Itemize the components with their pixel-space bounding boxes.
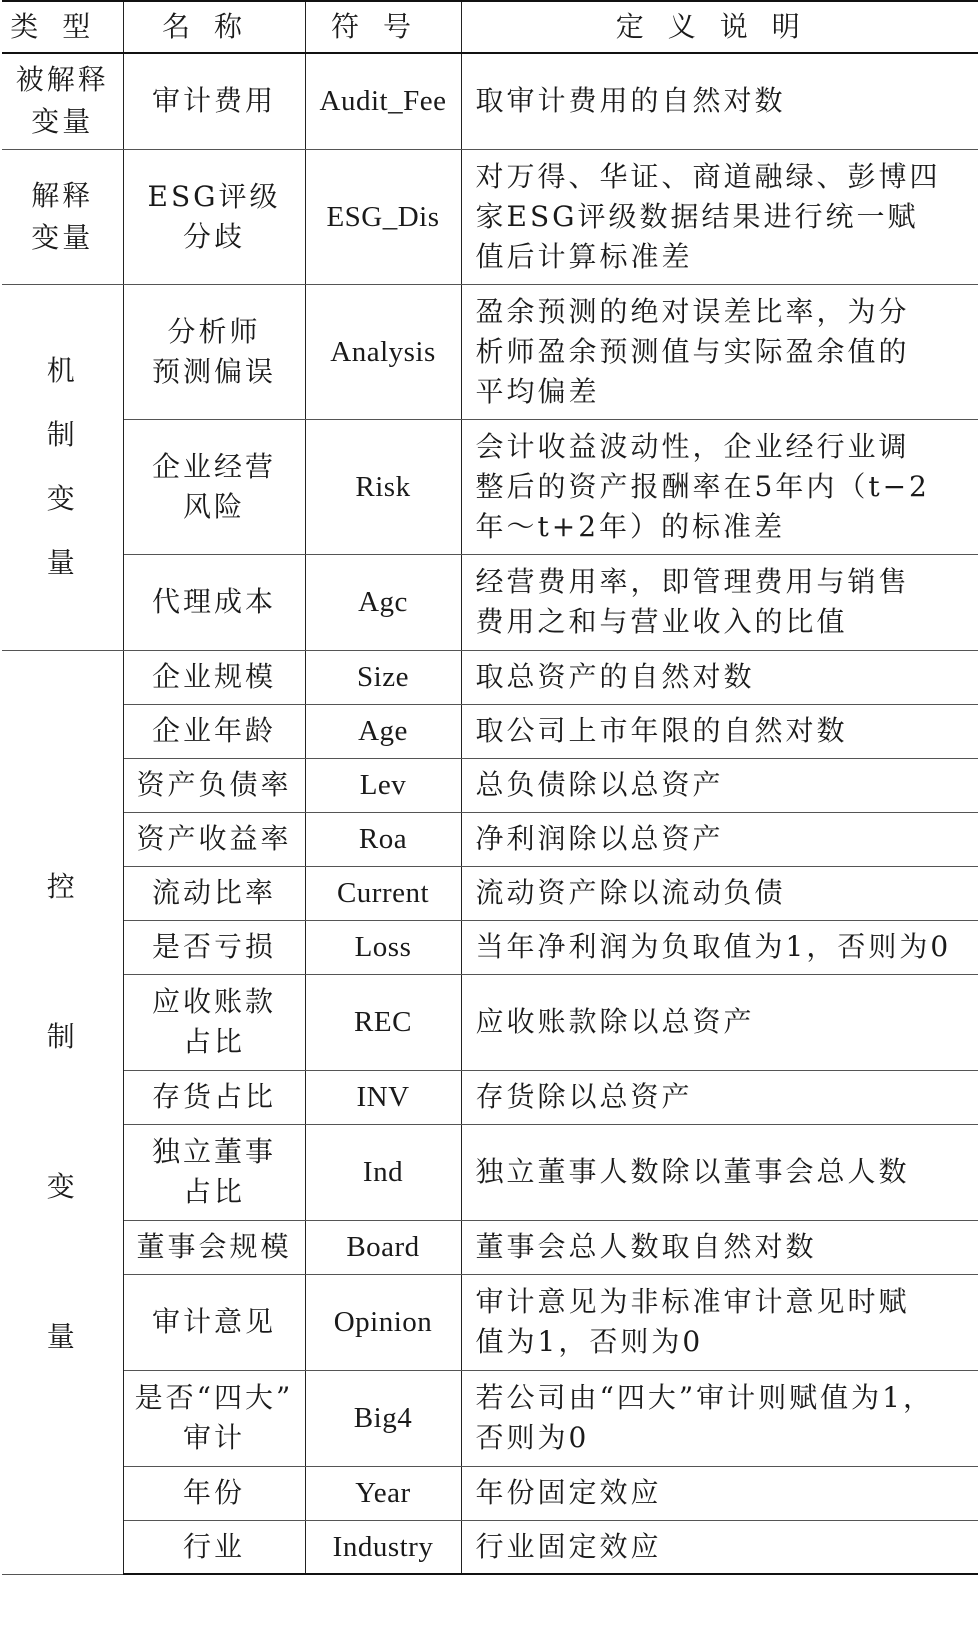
header-definition: 定义说明: [461, 1, 978, 53]
var-symbol: Board: [305, 1220, 461, 1274]
var-symbol: Industry: [305, 1520, 461, 1574]
var-definition: [461, 1070, 978, 1124]
group-control-char: 变: [46, 1170, 78, 1203]
var-definition: [461, 1124, 978, 1220]
table-row: [2, 1274, 978, 1370]
table-row: [2, 149, 978, 284]
var-name-line: 董事会规模: [136, 1230, 292, 1263]
var-name: [123, 812, 305, 866]
var-definition-line: 当年净利润为负取值为1，否则为0: [475, 930, 952, 963]
var-symbol: INV: [305, 1070, 461, 1124]
var-symbol: Loss: [305, 920, 461, 974]
var-symbol: Ind: [305, 1124, 461, 1220]
table-row: [2, 920, 978, 974]
var-definition-line: 年份固定效应: [475, 1476, 662, 1509]
var-definition: [461, 554, 978, 650]
group-dependent-line: 被解释: [15, 63, 109, 97]
table-row: [2, 650, 978, 704]
var-definition-line: 存货除以总资产: [475, 1080, 693, 1113]
var-definition-line: 经营费用率，即管理费用与销售: [475, 565, 910, 598]
var-definition: [461, 650, 978, 704]
var-definition: [461, 758, 978, 812]
var-name-line: 分歧: [182, 219, 245, 253]
var-name: [123, 920, 305, 974]
var-name-line: ESG评级: [147, 179, 281, 213]
group-dependent: [2, 53, 123, 149]
var-name: [123, 149, 305, 284]
group-control-char: 制: [46, 1020, 78, 1053]
var-name: [123, 1520, 305, 1574]
var-definition-line: 独立董事人数除以董事会总人数: [475, 1155, 910, 1188]
var-name-line: 企业年龄: [151, 714, 276, 747]
var-definition: [461, 284, 978, 419]
var-definition-line: 析师盈余预测值与实际盈余值的: [475, 334, 910, 368]
var-definition-line: 费用之和与营业收入的比值: [475, 605, 848, 638]
header-name: 名称: [123, 1, 305, 53]
var-definition-line: 值后计算标准差: [475, 239, 693, 273]
var-name-line: 应收账款: [151, 985, 276, 1018]
var-definition-line: 整后的资产报酬率在5年内（t−2: [475, 469, 930, 503]
var-definition-line: 对万得、华证、商道融绿、彭博四: [475, 159, 941, 193]
var-name: [123, 1070, 305, 1124]
var-definition-line: 平均偏差: [475, 374, 600, 408]
var-symbol: Age: [305, 704, 461, 758]
table-row: [2, 704, 978, 758]
var-name-line: 是否亏损: [151, 930, 276, 963]
group-explanatory: [2, 149, 123, 284]
var-name-line: 审计意见: [151, 1305, 276, 1338]
var-definition-line: 审计意见为非标准审计意见时赋: [475, 1285, 910, 1318]
var-definition-line: 总负债除以总资产: [475, 768, 724, 801]
variable-definition-table: [2, 0, 978, 1575]
header-symbol: 符号: [305, 1, 461, 53]
var-definition: [461, 1370, 978, 1466]
var-definition: [461, 974, 978, 1070]
var-name: [123, 866, 305, 920]
var-name: [123, 704, 305, 758]
var-name-line: 企业规模: [151, 660, 276, 693]
var-definition-line: 流动资产除以流动负债: [475, 876, 786, 909]
var-symbol: Audit_Fee: [305, 53, 461, 149]
var-name: [123, 650, 305, 704]
var-name: [123, 284, 305, 419]
var-definition: [461, 704, 978, 758]
var-name: [123, 554, 305, 650]
header-type: 类型: [2, 1, 123, 53]
var-name: [123, 419, 305, 554]
var-definition-line: 家ESG评级数据结果进行统一赋: [475, 199, 919, 233]
var-definition: [461, 1520, 978, 1574]
table-row: [2, 1466, 978, 1520]
var-definition-line: 应收账款除以总资产: [475, 1005, 755, 1038]
var-definition: [461, 866, 978, 920]
var-definition: [461, 812, 978, 866]
table-row: [2, 1520, 978, 1574]
var-definition: [461, 53, 978, 149]
group-explanatory-line: 变量: [31, 220, 94, 254]
var-symbol: Current: [305, 866, 461, 920]
group-control-char: 量: [46, 1320, 78, 1353]
group-mechanism-char: 机: [46, 354, 78, 387]
table-row: [2, 1370, 978, 1466]
var-name-line: 独立董事: [151, 1135, 276, 1168]
var-definition-line: 董事会总人数取自然对数: [475, 1230, 817, 1263]
var-definition-line: 值为1，否则为0: [475, 1325, 704, 1358]
var-definition-line: 若公司由“四大”审计则赋值为1，: [475, 1381, 934, 1414]
table-row: [2, 554, 978, 650]
header-row: [2, 1, 978, 53]
var-definition-line: 取总资产的自然对数: [475, 660, 755, 693]
var-name: [123, 974, 305, 1070]
var-name-line: 预测偏误: [151, 354, 276, 388]
group-control-char: 控: [46, 870, 78, 903]
var-symbol: ESG_Dis: [305, 149, 461, 284]
var-definition: [461, 1274, 978, 1370]
group-mechanism-char: 变: [46, 482, 78, 515]
var-definition: [461, 419, 978, 554]
var-name: [123, 1370, 305, 1466]
var-symbol: Big4: [305, 1370, 461, 1466]
var-definition: [461, 149, 978, 284]
table-row: [2, 419, 978, 554]
var-name-line: 年份: [182, 1476, 245, 1509]
var-name-line: 存货占比: [151, 1080, 276, 1113]
var-name-line: 审计费用: [151, 84, 276, 118]
var-name-line: 占比: [182, 1025, 245, 1058]
var-name-line: 分析师: [167, 314, 261, 348]
group-mechanism-char: 制: [46, 418, 78, 451]
var-name: [123, 1274, 305, 1370]
var-symbol: Agc: [305, 554, 461, 650]
var-name: [123, 1220, 305, 1274]
table-row: [2, 53, 978, 149]
group-explanatory-line: 解释: [31, 178, 94, 212]
var-definition-line: 净利润除以总资产: [475, 822, 724, 855]
var-name-line: 行业: [182, 1529, 245, 1563]
var-name-line: 资产收益率: [136, 822, 292, 855]
var-name-line: 是否“四大”: [134, 1381, 294, 1414]
table-row: [2, 812, 978, 866]
table-row: [2, 1070, 978, 1124]
group-mechanism: [2, 284, 123, 650]
var-symbol: REC: [305, 974, 461, 1070]
var-symbol: Roa: [305, 812, 461, 866]
table-row: [2, 284, 978, 419]
var-name-line: 代理成本: [151, 585, 276, 618]
var-definition-line: 盈余预测的绝对误差比率，为分: [475, 294, 910, 328]
table-row: [2, 1220, 978, 1274]
var-definition-line: 否则为0: [475, 1421, 590, 1454]
group-dependent-line: 变量: [31, 105, 94, 139]
var-symbol: Analysis: [305, 284, 461, 419]
var-definition-line: 行业固定效应: [475, 1529, 662, 1563]
var-name-line: 占比: [182, 1175, 245, 1208]
var-name-line: 风险: [182, 489, 245, 523]
var-name: [123, 53, 305, 149]
table-row: [2, 866, 978, 920]
var-symbol: Opinion: [305, 1274, 461, 1370]
var-name: [123, 1124, 305, 1220]
var-definition-line: 取公司上市年限的自然对数: [475, 714, 848, 747]
table-row: [2, 1124, 978, 1220]
var-definition: [461, 1466, 978, 1520]
var-definition-line: 会计收益波动性，企业经行业调: [475, 429, 910, 463]
var-name-line: 审计: [182, 1421, 245, 1454]
var-name-line: 企业经营: [151, 449, 276, 483]
var-symbol: Year: [305, 1466, 461, 1520]
var-name: [123, 758, 305, 812]
var-definition-line: 年～t+2年）的标准差: [475, 509, 786, 543]
var-name-line: 流动比率: [151, 876, 276, 909]
table-row: [2, 758, 978, 812]
group-control: [2, 650, 123, 1574]
group-mechanism-char: 量: [46, 546, 78, 579]
var-definition: [461, 1220, 978, 1274]
var-symbol: Lev: [305, 758, 461, 812]
var-symbol: Risk: [305, 419, 461, 554]
var-definition: [461, 920, 978, 974]
var-definition-line: 取审计费用的自然对数: [475, 84, 786, 118]
var-symbol: Size: [305, 650, 461, 704]
table-row: [2, 974, 978, 1070]
var-name-line: 资产负债率: [136, 768, 292, 801]
var-name: [123, 1466, 305, 1520]
